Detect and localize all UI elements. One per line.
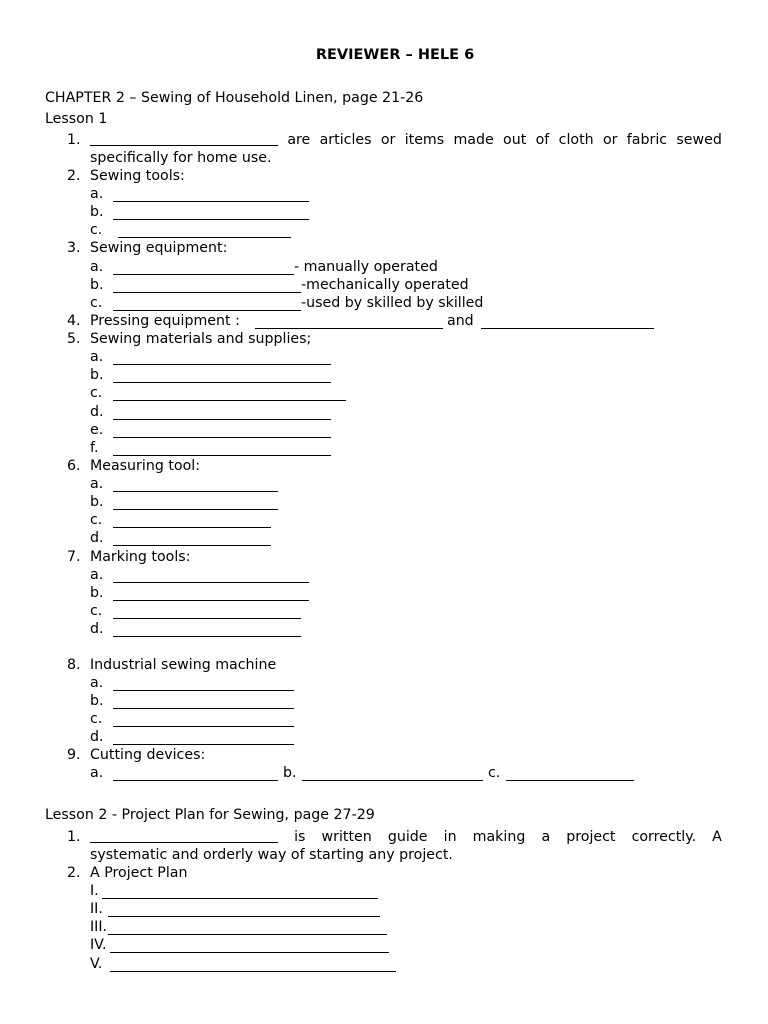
- l2q1-word: in: [443, 829, 457, 845]
- question-number: 8.: [67, 657, 81, 673]
- item-letter: c.: [90, 385, 103, 401]
- l2q1-word: making: [472, 829, 526, 845]
- roman-numeral: V.: [90, 956, 103, 972]
- answer-blank[interactable]: [113, 531, 271, 546]
- item-letter: b.: [90, 367, 104, 383]
- q1-word: fabric: [626, 132, 668, 148]
- answer-blank[interactable]: [113, 368, 331, 383]
- item-letter: b.: [90, 204, 104, 220]
- item-note: - manually operated: [294, 259, 438, 275]
- l2q1-word: a: [541, 829, 551, 845]
- question-number: 5.: [67, 331, 81, 347]
- answer-blank[interactable]: [90, 828, 278, 843]
- answer-blank[interactable]: [113, 676, 294, 691]
- l2q1-word: correctly.: [631, 829, 697, 845]
- item-letter: e.: [90, 422, 104, 438]
- q1-word: out: [503, 132, 527, 148]
- answer-blank[interactable]: [113, 205, 309, 220]
- item-letter: a.: [90, 765, 104, 781]
- question-number: 6.: [67, 458, 81, 474]
- item-letter: d.: [90, 729, 104, 745]
- item-note: -used by skilled by skilled: [301, 295, 484, 311]
- question-2-text: Sewing tools:: [90, 168, 185, 184]
- answer-blank[interactable]: [113, 712, 294, 727]
- answer-blank[interactable]: [113, 586, 309, 601]
- answer-blank[interactable]: [113, 296, 301, 311]
- answer-blank[interactable]: [113, 260, 294, 275]
- question-number: 1.: [67, 132, 81, 148]
- q1-word: articles: [319, 132, 372, 148]
- item-letter: b.: [90, 277, 104, 293]
- question-1-continuation: specifically for home use.: [90, 150, 272, 166]
- roman-numeral: IV.: [90, 937, 107, 953]
- item-letter: b.: [90, 585, 104, 601]
- answer-blank[interactable]: [110, 957, 396, 972]
- answer-blank[interactable]: [90, 131, 278, 146]
- question-number: 2.: [67, 168, 81, 184]
- answer-blank[interactable]: [113, 187, 309, 202]
- item-letter: a.: [90, 349, 104, 365]
- answer-blank[interactable]: [113, 386, 346, 401]
- answer-blank[interactable]: [108, 920, 387, 935]
- answer-blank[interactable]: [113, 513, 271, 528]
- l2q1-word: written: [321, 829, 372, 845]
- item-letter: a.: [90, 186, 104, 202]
- answer-blank[interactable]: [113, 622, 301, 637]
- item-letter: c.: [90, 603, 103, 619]
- answer-blank[interactable]: [113, 423, 331, 438]
- question-9-text: Cutting devices:: [90, 747, 206, 763]
- answer-blank[interactable]: [302, 766, 483, 781]
- item-letter: c.: [90, 512, 103, 528]
- question-number: 7.: [67, 549, 81, 565]
- q1-word: or: [380, 132, 396, 148]
- answer-blank[interactable]: [113, 278, 301, 293]
- roman-numeral: III.: [90, 919, 108, 935]
- question-number: 1.: [67, 829, 81, 845]
- answer-blank[interactable]: [113, 730, 294, 745]
- q1-word: items: [404, 132, 445, 148]
- item-letter: d.: [90, 404, 104, 420]
- answer-blank[interactable]: [110, 938, 389, 953]
- item-letter: c.: [90, 295, 103, 311]
- answer-blank[interactable]: [113, 350, 331, 365]
- item-letter: d.: [90, 621, 104, 637]
- question-4-text: Pressing equipment :: [90, 313, 240, 329]
- lesson2-question-2-text: A Project Plan: [90, 865, 188, 881]
- question-6-text: Measuring tool:: [90, 458, 200, 474]
- item-letter: a.: [90, 567, 104, 583]
- roman-numeral: II.: [90, 901, 103, 917]
- answer-blank[interactable]: [113, 405, 331, 420]
- lesson2-question-1-line: [90, 828, 722, 846]
- chapter-heading: CHAPTER 2 – Sewing of Household Linen, page 21-26: [45, 90, 424, 106]
- answer-blank[interactable]: [113, 604, 301, 619]
- item-letter: a.: [90, 675, 104, 691]
- item-letter: a.: [90, 259, 104, 275]
- item-letter: b.: [90, 494, 104, 510]
- q1-word: sewed: [676, 132, 722, 148]
- answer-blank[interactable]: [113, 495, 278, 510]
- question-5-text: Sewing materials and supplies;: [90, 331, 312, 347]
- q1-word: or: [602, 132, 618, 148]
- answer-blank[interactable]: [113, 766, 278, 781]
- answer-blank[interactable]: [113, 694, 294, 709]
- l2q1-word: project: [566, 829, 616, 845]
- question-number: 9.: [67, 747, 81, 763]
- question-number: 3.: [67, 240, 81, 256]
- answer-blank[interactable]: [113, 441, 331, 456]
- question-8-text: Industrial sewing machine: [90, 657, 277, 673]
- answer-blank[interactable]: [113, 477, 278, 492]
- item-letter: c.: [488, 765, 501, 781]
- item-letter: b.: [90, 693, 104, 709]
- l2q1-word: is: [294, 829, 306, 845]
- answer-blank[interactable]: [481, 314, 654, 329]
- l2q1-word: A: [712, 829, 722, 845]
- item-letter: b.: [283, 765, 297, 781]
- answer-blank[interactable]: [108, 902, 380, 917]
- item-letter: c.: [90, 222, 103, 238]
- question-1-line: [90, 131, 722, 149]
- question-number: 2.: [67, 865, 81, 881]
- item-letter: d.: [90, 530, 104, 546]
- answer-blank[interactable]: [255, 314, 443, 329]
- answer-blank[interactable]: [118, 223, 291, 238]
- question-number: 4.: [67, 313, 81, 329]
- question-7-text: Marking tools:: [90, 549, 191, 565]
- lesson2-question-1-continuation: systematic and orderly way of starting any project.: [90, 847, 453, 863]
- item-letter: c.: [90, 711, 103, 727]
- document-title: REVIEWER – HELE 6: [315, 47, 475, 63]
- q1-word: cloth: [558, 132, 594, 148]
- item-letter: a.: [90, 476, 104, 492]
- item-note: -mechanically operated: [301, 277, 469, 293]
- l2q1-word: guide: [387, 829, 428, 845]
- answer-blank[interactable]: [113, 568, 309, 583]
- lesson2-heading: Lesson 2 - Project Plan for Sewing, page 27-29: [45, 807, 375, 823]
- lesson1-heading: Lesson 1: [45, 111, 108, 127]
- q1-word: of: [535, 132, 550, 148]
- answer-blank[interactable]: [506, 766, 634, 781]
- roman-numeral: I.: [90, 883, 99, 899]
- q1-word: are: [287, 132, 311, 148]
- answer-blank[interactable]: [102, 884, 378, 899]
- conjunction-text: and: [447, 313, 474, 329]
- item-letter: f.: [90, 440, 99, 456]
- question-3-text: Sewing equipment:: [90, 240, 228, 256]
- q1-word: made: [453, 132, 494, 148]
